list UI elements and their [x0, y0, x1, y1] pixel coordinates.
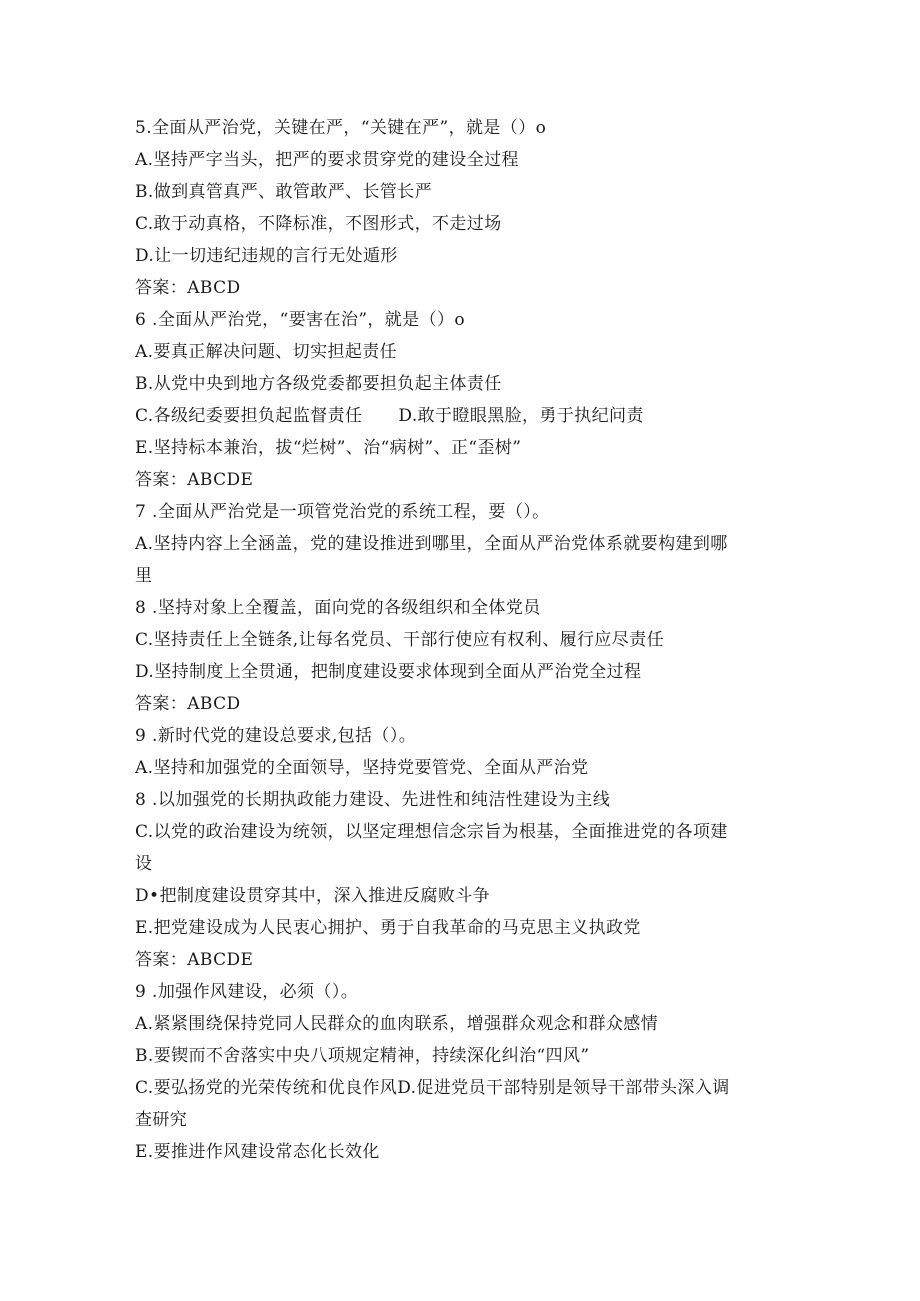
- option-d: D.让一切违纪违规的言行无处遁形: [135, 246, 398, 266]
- question-7: 7 .全面从严治党是一项管党治党的系统工程，要（）。: [135, 502, 550, 522]
- option-c: C.敢于动真格，不降标准，不图形式，不走过场: [135, 214, 502, 234]
- option-row-c-d: [135, 400, 785, 432]
- option-e: E.要推进作风建设常态化长效化: [135, 1142, 380, 1162]
- option-b: B.做到真管真严、敢管敢严、长管长严: [135, 182, 433, 202]
- option-e: E.坚持标本兼治，拔“烂树”、治“病树”、正“歪树”: [135, 438, 522, 458]
- option-a-continued: 里: [135, 566, 153, 586]
- option-c-continued: 设: [135, 854, 153, 874]
- option-b: 8 .坚持对象上全覆盖，面向党的各级组织和全体党员: [135, 598, 541, 618]
- answer: 答案：ABCDE: [135, 950, 254, 970]
- question-8: 9 .新时代党的建设总要求,包括（）。: [135, 726, 417, 746]
- option-a: A.坚持严字当头，把严的要求贯穿党的建设全过程: [135, 150, 519, 170]
- option-b: B.要锲而不舍落实中央八项规定精神，持续深化纠治“四风”: [135, 1046, 590, 1066]
- answer: 答案：ABCD: [135, 278, 241, 298]
- option-a: A.坚持和加强党的全面领导，坚持党要管党、全面从严治党: [135, 758, 589, 778]
- document-body: [135, 112, 785, 1168]
- option-a: A.要真正解决问题、切实担起责任: [135, 342, 398, 362]
- option-a: A.坚持内容上全涵盖，党的建设推进到哪里，全面从严治党体系就要构建到哪: [135, 534, 728, 554]
- option-d: D.敢于瞪眼黑脸，勇于执纪问责: [398, 406, 644, 426]
- answer: 答案：ABCD: [135, 694, 241, 714]
- option-a: A.紧紧围绕保持党同人民群众的血肉联系，增强群众观念和群众感情: [135, 1014, 659, 1034]
- option-c: C.各级纪委要担负起监督责任: [135, 406, 363, 426]
- option-d-continued: 查研究: [135, 1110, 188, 1130]
- question-5: 5.全面从严治党，关键在严，“关键在严”，就是（）o: [135, 118, 547, 138]
- question-6: 6 .全面从严治党，“要害在治”，就是（）o: [135, 310, 466, 330]
- option-c-d: C.要弘扬党的光荣传统和优良作风D.促进党员干部特别是领导干部带头深入调: [135, 1078, 730, 1098]
- option-d: D•把制度建设贯穿其中，深入推进反腐败斗争: [135, 886, 491, 906]
- answer: 答案：ABCDE: [135, 470, 254, 490]
- option-c: C.以党的政治建设为统领，以坚定理想信念宗旨为根基，全面推进党的各项建: [135, 822, 728, 842]
- option-b: B.从党中央到地方各级党委都要担负起主体责任: [135, 374, 502, 394]
- option-c: C.坚持责任上全链条,让每名党员、干部行使应有权利、履行应尽责任: [135, 630, 665, 650]
- option-e: E.把党建设成为人民衷心拥护、勇于自我革命的马克思主义执政党: [135, 918, 641, 938]
- option-d: D.坚持制度上全贯通，把制度建设要求体现到全面从严治党全过程: [135, 662, 642, 682]
- question-9: 9 .加强作风建设，必须（）。: [135, 982, 359, 1002]
- option-b: 8 .以加强党的长期执政能力建设、先进性和纯洁性建设为主线: [135, 790, 611, 810]
